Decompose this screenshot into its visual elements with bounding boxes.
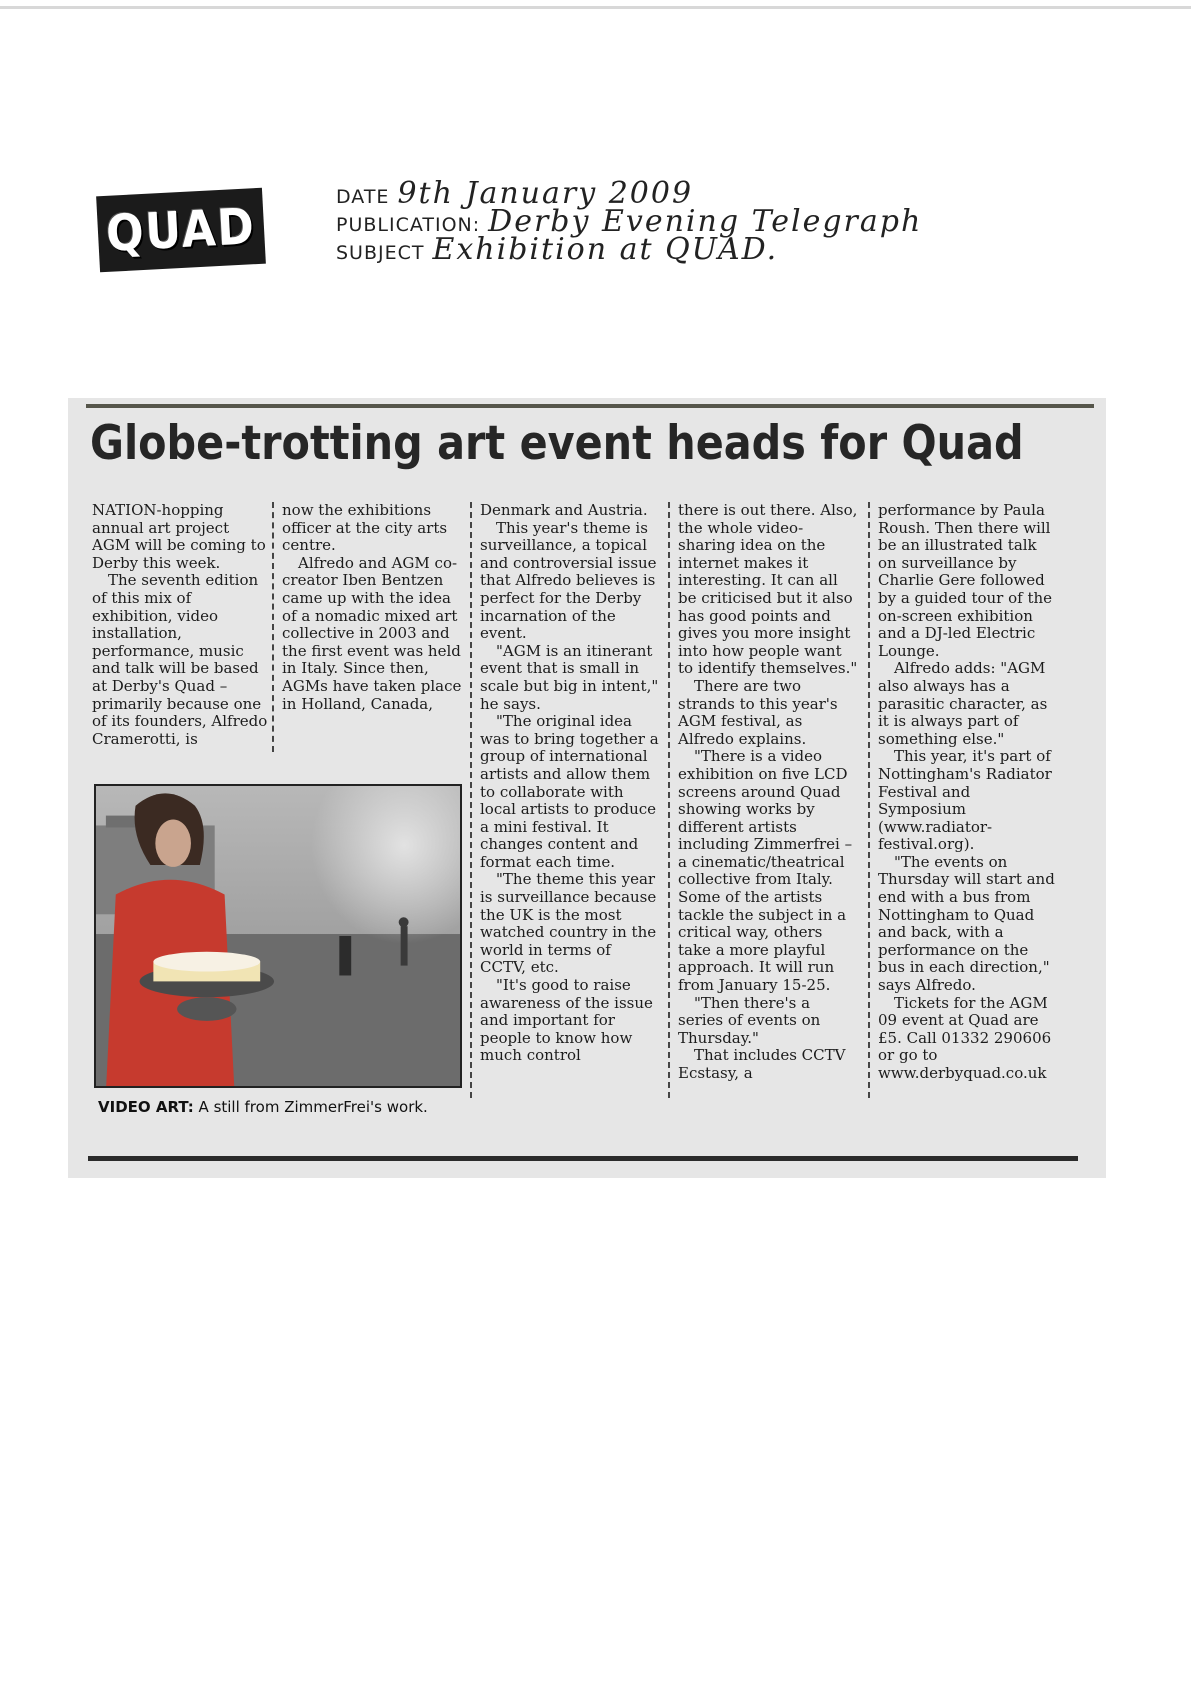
article-column-2: [282, 502, 462, 713]
headline: Globe-trotting art event heads for Quad: [90, 416, 1024, 471]
column-divider: [668, 502, 670, 1098]
paragraph: "The events on Thursday will start and end with a bus from Nottingham to Quad and back, with a performance on the bus in each direction," says Alfredo.: [878, 852, 1055, 995]
paragraph: Alfredo and AGM co-creator Iben Bentzen came up with the idea of a nomadic mixed art collective in 2003 and the first event was held in Italy. Since then, AGMs have taken place in Holland, Canada,: [282, 553, 462, 713]
column-divider: [868, 502, 870, 1098]
clipping-metadata: [336, 176, 923, 267]
article-column-5: [878, 502, 1058, 1083]
paragraph: Denmark and Austria.: [480, 501, 648, 519]
caption-label: VIDEO ART:: [98, 1098, 194, 1116]
column-divider: [272, 502, 274, 752]
paragraph: there is out there. Also, the whole video-sharing idea on the internet makes it interesting. It can all be criticised but it also has good points and gives you more insight into how people want to identify themselves.": [678, 501, 858, 678]
video-art-still-image: [96, 786, 460, 1086]
date-row: [336, 176, 922, 211]
photo-caption: [98, 1098, 428, 1116]
paragraph: Tickets for the AGM 09 event at Quad are £5. Call 01332 290606 or go to www.derbyquad.co.uk: [878, 993, 1052, 1082]
paragraph: There are two strands to this year's AGM festival, as Alfredo explains.: [678, 676, 838, 748]
clipping-bottom-rule: [88, 1156, 1078, 1161]
paragraph: This year's theme is surveillance, a topical and controversial issue that Alfredo believes is perfect for the Derby incarnation of the event.: [480, 518, 657, 643]
publication-label: PUBLICATION:: [336, 214, 481, 236]
subject-value: Exhibition at QUAD.: [432, 232, 779, 267]
paragraph: "The theme this year is surveillance because the UK is the most watched country in the world in terms of CCTV, etc.: [480, 870, 657, 977]
newspaper-clipping: [68, 398, 1106, 1178]
column-divider: [470, 502, 472, 1098]
publication-value: Derby Evening Telegraph: [488, 204, 923, 239]
date-value: 9th January 2009: [397, 176, 694, 211]
quad-logo: QUAD: [96, 188, 266, 273]
paragraph: "The original idea was to bring together a group of international artists and allow them to collaborate with local artists to produce a mini festival. It changes content and format each time.: [480, 712, 659, 871]
subject-label: SUBJECT: [336, 242, 425, 264]
article-photo: [94, 784, 462, 1088]
paragraph: "AGM is an itinerant event that is small in scale but big in intent," he says.: [480, 641, 659, 713]
paragraph: NATION-hopping annual art project AGM will be coming to Derby this week.: [92, 501, 266, 572]
article-column-3: [480, 502, 660, 1065]
paragraph: The seventh edition of this mix of exhibition, video installation, performance, music and talk will be based at Derby's Quad – primarily because one of its founders, Alfredo Cramerotti, is: [92, 571, 268, 748]
caption-text: A still from ZimmerFrei's work.: [193, 1098, 428, 1116]
article-column-4: [678, 502, 858, 1083]
clipping-top-rule: [86, 404, 1094, 408]
article-column-1: [92, 502, 272, 748]
paragraph: now the exhibitions officer at the city arts centre.: [282, 501, 448, 555]
paragraph: "It's good to raise awareness of the issue and important for people to know how much control: [480, 976, 653, 1065]
paragraph: "Then there's a series of events on Thursday.": [678, 993, 821, 1047]
paragraph: That includes CCTV Ecstasy, a: [678, 1046, 846, 1082]
paragraph: Alfredo adds: "AGM also always has a parasitic character, as it is always part of something else.": [878, 659, 1048, 748]
paragraph: performance by Paula Roush. Then there will be an illustrated talk on surveillance by Charlie Gere followed by a guided tour of the on-screen exhibition and a DJ-led Electric Lounge.: [878, 501, 1053, 660]
paragraph: "There is a video exhibition on five LCD screens around Quad showing works by different artists including Zimmerfrei – a cinematic/theatrical collective from Italy. Some of the artists tackle the subject in a critical way, others take a more playful approach. It will run from January 15-25.: [678, 747, 853, 995]
date-label: DATE: [336, 186, 390, 208]
page-top-rule: [0, 6, 1191, 9]
paragraph: This year, it's part of Nottingham's Radiator Festival and Symposium (www.radiator-festival.org).: [878, 747, 1052, 854]
